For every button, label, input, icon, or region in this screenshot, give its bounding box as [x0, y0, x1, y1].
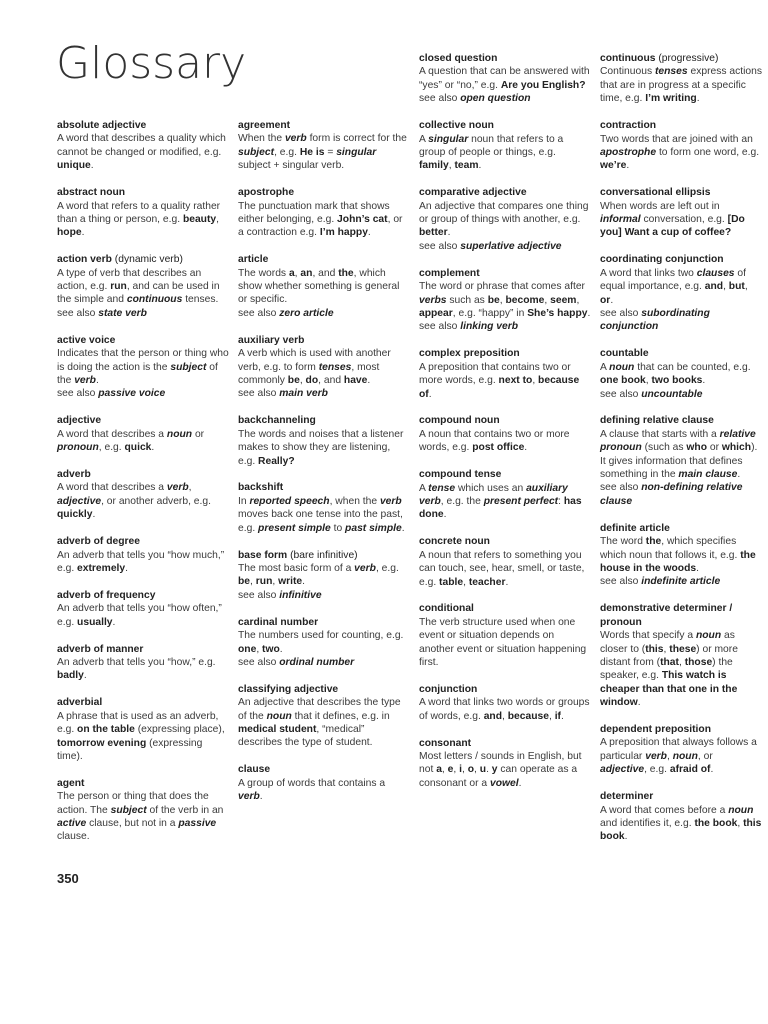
page-number: 350: [57, 871, 79, 886]
term-text: base form: [238, 549, 288, 561]
term-text: adjective: [57, 415, 102, 427]
glossary-definition: An adjective that describes the type of the noun that it defines, e.g. in medical student, “medical” describes the type of student.: [238, 697, 401, 749]
term-text: comparative adjective: [419, 187, 527, 199]
glossary-entry: [419, 737, 591, 791]
glossary-entry: [600, 602, 762, 709]
glossary-entry: [600, 522, 762, 589]
glossary-term: [238, 186, 410, 199]
term-alt-name: (bare infinitive): [287, 549, 358, 561]
glossary-entry: [238, 481, 410, 535]
glossary-entry: [419, 119, 591, 173]
glossary-definition: A question that can be answered with “yes” or “no,” e.g. Are you English? see also open question: [419, 66, 590, 105]
term-text: continuous: [600, 53, 656, 64]
glossary-term: [238, 119, 410, 132]
glossary-definition: A noun that contains two or more words, e.g. post office.: [419, 428, 570, 454]
glossary-term: [419, 683, 591, 696]
glossary-term: [57, 589, 229, 602]
glossary-entry: [600, 723, 762, 777]
glossary-definition: A word that comes before a noun and identifies it, e.g. the book, this book.: [600, 804, 762, 843]
term-text: backchanneling: [238, 415, 316, 427]
glossary-term: [238, 683, 410, 696]
glossary-entry: [57, 186, 229, 240]
glossary-entry: [600, 186, 762, 240]
glossary-term: [57, 777, 229, 790]
term-text: complex preposition: [419, 348, 520, 360]
glossary-entry: [238, 334, 410, 401]
glossary-entry: [238, 549, 410, 603]
glossary-entry: [57, 589, 229, 629]
term-text: classifying adjective: [238, 683, 339, 695]
glossary-definition: The verb structure used when one event or situation depends on another event or situation happening first.: [419, 616, 587, 669]
glossary-definition: In reported speech, when the verb moves back one tense into the past, e.g. present simple to past simple.: [238, 495, 405, 534]
glossary-entry: [57, 468, 229, 522]
glossary-definition: A word that links two clauses of equal importance, e.g. and, but, or. see also subordinating conjunction: [600, 267, 748, 333]
glossary-entry: [57, 414, 229, 454]
term-text: definite article: [600, 522, 670, 534]
term-text: active voice: [57, 334, 116, 346]
term-text: absolute adjective: [57, 120, 147, 131]
glossary-entry: [419, 602, 591, 669]
glossary-definition: A clause that starts with a relative pronoun (such as who or which). It gives information that defines something in the main clause. see also non-defining relative clause: [600, 428, 758, 507]
glossary-definition: Most letters / sounds in English, but not a, e, i, o, u. y can operate as a consonant or a vowel.: [419, 751, 582, 789]
glossary-entry: [238, 253, 410, 320]
glossary-entry: [57, 119, 229, 173]
glossary-term: [600, 522, 762, 535]
term-text: conditional: [419, 603, 474, 615]
glossary-definition: The punctuation mark that shows either belonging, e.g. John’s cat, or a contraction e.g. I’m happy.: [238, 200, 403, 239]
term-text: abstract noun: [57, 187, 126, 199]
term-text: action verb: [57, 254, 112, 266]
term-text: adverb of manner: [57, 643, 144, 655]
glossary-definition: The person or thing that does the action. The subject of the verb in an active clause, but not in a passive clause.: [57, 791, 224, 843]
term-text: backshift: [238, 482, 284, 494]
glossary-definition: A type of verb that describes an action, e.g. run, and can be used in the simple and continuous tenses. see also state verb: [57, 267, 220, 319]
term-text: adverb: [57, 469, 91, 481]
glossary-entry: [238, 763, 410, 803]
glossary-column-1: [57, 119, 229, 857]
glossary-definition: A word that links two words or groups of words, e.g. and, because, if.: [419, 697, 590, 722]
glossary-term: [419, 602, 591, 615]
glossary-entry: [419, 186, 591, 253]
glossary-definition: When words are left out in informal conversation, e.g. [Do you] Want a cup of coffee?: [600, 200, 745, 239]
glossary-term: [419, 737, 591, 750]
glossary-term: [600, 347, 762, 360]
glossary-entry: [419, 52, 591, 106]
term-text: adverbial: [57, 697, 103, 709]
term-text: apostrophe: [238, 187, 295, 199]
glossary-definition: An adverb that tells you “how often,” e.g. usually.: [57, 603, 222, 628]
glossary-term: [419, 186, 591, 199]
glossary-definition: Two words that are joined with an apostrophe to form one word, e.g. we’re.: [600, 133, 760, 172]
glossary-term: [238, 481, 410, 494]
glossary-term: [600, 602, 762, 629]
glossary-definition: The numbers used for counting, e.g. one, two. see also ordinal number: [238, 630, 404, 668]
glossary-definition: A group of words that contains a verb.: [238, 777, 386, 803]
glossary-definition: An adverb that tells you “how,” e.g. badly.: [57, 657, 216, 682]
glossary-entry: [419, 414, 591, 454]
glossary-term: [57, 643, 229, 656]
term-text: agreement: [238, 120, 291, 131]
glossary-term: [238, 414, 410, 427]
glossary-definition: The words a, an, and the, which show whether something is general or specific. see also zero article: [238, 267, 400, 319]
glossary-term: [238, 334, 410, 347]
glossary-column-2: [238, 119, 410, 817]
glossary-term: [57, 253, 229, 266]
glossary-definition: When the verb form is correct for the subject, e.g. He is = singular subject + singular verb.: [238, 133, 407, 172]
glossary-term: [238, 763, 410, 776]
glossary-definition: The word or phrase that comes after verbs such as be, become, seem, appear, e.g. “happy” in She’s happy. see also linking verb: [419, 281, 591, 333]
glossary-entry: [57, 334, 229, 401]
glossary-definition: A noun that refers to something you can touch, see, hear, smell, or taste, e.g. table, teacher.: [419, 549, 585, 588]
term-alt-name: (dynamic verb): [111, 254, 183, 266]
glossary-entry: [419, 267, 591, 334]
term-text: adverb of degree: [57, 536, 140, 548]
term-text: coordinating conjunction: [600, 254, 724, 266]
glossary-definition: The word the, which specifies which noun that follows it, e.g. the house in the woods. see also indefinite article: [600, 536, 756, 588]
term-text: demonstrative determiner / pronoun: [600, 603, 733, 628]
page-title: Glossary: [56, 38, 247, 89]
glossary-entry: [238, 616, 410, 670]
term-text: compound tense: [419, 469, 502, 481]
glossary-term: [57, 334, 229, 347]
glossary-entry: [600, 347, 762, 401]
glossary-entry: [57, 696, 229, 763]
term-text: defining relative clause: [600, 415, 714, 427]
glossary-column-4: [600, 52, 762, 857]
glossary-entry: [238, 119, 410, 173]
term-alt-name: (progressive): [655, 53, 719, 64]
glossary-term: [419, 414, 591, 427]
term-text: conjunction: [419, 683, 478, 695]
glossary-term: [600, 119, 762, 132]
glossary-term: [419, 52, 591, 65]
term-text: closed question: [419, 53, 498, 64]
glossary-column-3: [419, 52, 591, 804]
glossary-definition: A preposition that always follows a particular verb, noun, or adjective, e.g. afraid of.: [600, 737, 757, 776]
glossary-definition: A word that refers to a quality rather than a thing or person, e.g. beauty, hope.: [57, 200, 221, 239]
glossary-term: [600, 414, 762, 427]
glossary-entry: [600, 119, 762, 173]
term-text: contraction: [600, 120, 657, 132]
glossary-entry: [600, 253, 762, 333]
glossary-term: [238, 616, 410, 629]
glossary-entry: [238, 683, 410, 750]
glossary-entry: [238, 186, 410, 240]
glossary-term: [57, 535, 229, 548]
glossary-term: [419, 119, 591, 132]
glossary-definition: The most basic form of a verb, e.g. be, run, write. see also infinitive: [238, 562, 399, 601]
glossary-term: [419, 535, 591, 548]
term-text: countable: [600, 348, 649, 360]
glossary-definition: An adverb that tells you “how much,” e.g. extremely.: [57, 549, 225, 574]
glossary-entry: [238, 414, 410, 468]
glossary-definition: A preposition that contains two or more words, e.g. next to, because of.: [419, 361, 580, 400]
glossary-definition: A word that describes a quality which cannot be changed or modified, e.g. unique.: [57, 133, 226, 172]
glossary-entry: [57, 535, 229, 575]
glossary-definition: A noun that can be counted, e.g. one book, two books. see also uncountable: [600, 361, 751, 400]
term-text: dependent preposition: [600, 724, 711, 736]
glossary-entry: [57, 253, 229, 320]
glossary-entry: [419, 683, 591, 723]
term-text: adverb of frequency: [57, 589, 156, 601]
glossary-term: [57, 186, 229, 199]
glossary-definition: Indicates that the person or thing who is doing the action is the subject of the verb. see also passive voice: [57, 348, 229, 400]
term-text: determiner: [600, 791, 654, 803]
glossary-term: [57, 468, 229, 481]
glossary-definition: Continuous tenses express actions that are in progress at a specific time, e.g. I’m writing.: [600, 66, 763, 105]
glossary-definition: An adjective that compares one thing or group of things with another, e.g. better. see also superlative adjective: [419, 200, 589, 252]
glossary-entry: [600, 414, 762, 508]
glossary-entry: [419, 468, 591, 522]
glossary-definition: A verb which is used with another verb, e.g. to form tenses, most commonly be, do, and have. see also main verb: [238, 348, 391, 400]
term-text: agent: [57, 777, 85, 789]
glossary-definition: A word that describes a verb, adjective, or another adverb, e.g. quickly.: [57, 482, 211, 521]
term-text: conversational ellipsis: [600, 187, 711, 199]
term-text: consonant: [419, 737, 472, 749]
glossary-definition: A word that describes a noun or pronoun, e.g. quick.: [57, 428, 205, 454]
term-text: clause: [238, 764, 271, 776]
term-text: cardinal number: [238, 616, 319, 628]
glossary-term: [57, 119, 229, 132]
glossary-entry: [600, 790, 762, 844]
glossary-term: [600, 52, 762, 65]
term-text: complement: [419, 267, 480, 279]
term-text: article: [238, 254, 269, 266]
glossary-definition: A singular noun that refers to a group of people or things, e.g. family, team.: [419, 133, 564, 172]
glossary-term: [600, 186, 762, 199]
glossary-entry: [419, 535, 591, 589]
glossary-term: [238, 549, 410, 562]
glossary-term: [600, 253, 762, 266]
glossary-definition: The words and noises that a listener makes to show they are listening, e.g. Really?: [238, 428, 404, 467]
glossary-entry: [600, 52, 762, 106]
glossary-term: [57, 414, 229, 427]
glossary-term: [57, 696, 229, 709]
glossary-term: [419, 267, 591, 280]
glossary-entry: [57, 777, 229, 844]
glossary-definition: A tense which uses an auxiliary verb, e.g. the present perfect: has done.: [419, 482, 582, 521]
glossary-term: [419, 347, 591, 360]
glossary-term: [238, 253, 410, 266]
term-text: collective noun: [419, 120, 494, 132]
glossary-definition: A phrase that is used as an adverb, e.g. on the table (expressing place), tomorrow evening (expressing time).: [57, 710, 225, 762]
glossary-term: [419, 468, 591, 481]
glossary-term: [600, 790, 762, 803]
glossary-term: [600, 723, 762, 736]
term-text: compound noun: [419, 415, 500, 427]
glossary-definition: Words that specify a noun as closer to (this, these) or more distant from (that, those) the speaker, e.g. This watch is cheaper than that one in the window.: [600, 630, 738, 709]
term-text: concrete noun: [419, 536, 490, 548]
glossary-entry: [57, 643, 229, 683]
glossary-entry: [419, 347, 591, 401]
term-text: auxiliary verb: [238, 334, 305, 346]
